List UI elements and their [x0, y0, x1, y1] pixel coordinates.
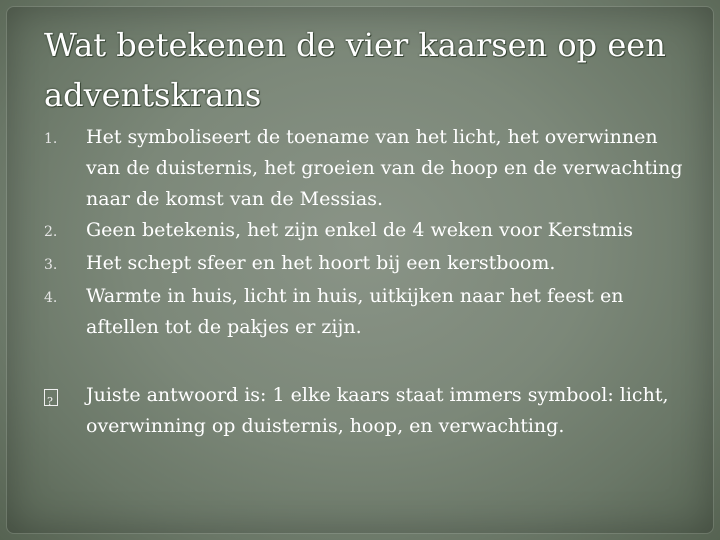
list-item-4: [44, 281, 684, 343]
list-item-number: 2.: [44, 224, 58, 240]
list-item-number: 4.: [44, 290, 58, 306]
list-item-text: Geen betekenis, het zijn enkel de 4 weken voor Kerstmis: [86, 219, 633, 241]
list-item-3: [44, 248, 684, 281]
list-item-text: Het schept sfeer en het hoort bij een kerstboom.: [86, 252, 556, 274]
missing-glyph-box-icon: [44, 380, 86, 412]
answer-options-list: [44, 122, 684, 343]
list-item-number: 1.: [44, 131, 58, 147]
list-item-1: [44, 122, 684, 215]
list-item-number: 3.: [44, 257, 58, 273]
list-item-2: [44, 215, 684, 248]
list-item-text: Warmte in huis, licht in huis, uitkijken naar het feest en aftellen tot de pakjes er zijn.: [86, 285, 624, 338]
list-item-text: Het symboliseert de toename van het licht, het overwinnen van de duisternis, het groeien van de hoop en de verwachting naar de komst van de Messias.: [86, 126, 683, 210]
slide-title: Wat betekenen de vier kaarsen op een adventskrans: [44, 26, 666, 114]
correct-answer-text: Juiste antwoord is: 1 elke kaars staat immers symbool: licht, overwinning op duisternis, hoop, en verwachting.: [86, 384, 669, 437]
correct-answer-note: [44, 380, 684, 442]
